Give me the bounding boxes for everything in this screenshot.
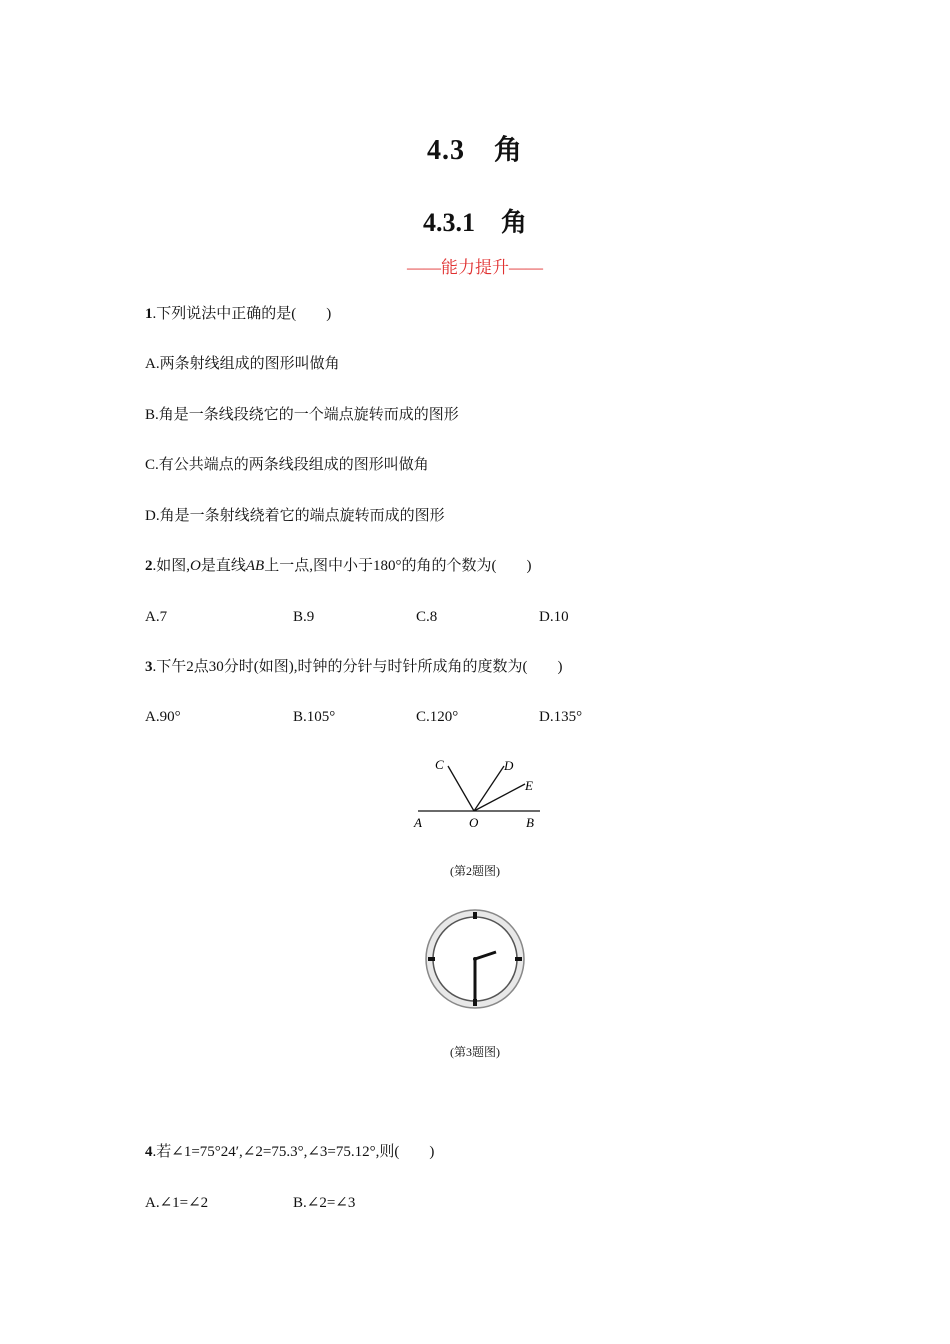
question-stem: .下列说法中正确的是( ) (152, 306, 332, 322)
option-2a: A.7 (145, 609, 168, 625)
question-stem: .若∠1=75°24′,∠2=75.3°,∠3=75.12°,则( ) (152, 1144, 435, 1160)
label-a: A (414, 815, 422, 830)
clock-center (473, 957, 477, 961)
question-number: 2 (145, 558, 153, 574)
option-3d: D.135° (539, 709, 583, 725)
option-2c: C.8 (416, 609, 438, 625)
label-b: B (526, 815, 534, 830)
question-number: 4 (145, 1144, 153, 1160)
ray-oc (448, 766, 474, 811)
option-2b: B.9 (293, 609, 315, 625)
question-stem-part: .如图, (152, 558, 191, 574)
option-3a: A.90° (145, 709, 181, 725)
clock-figure (423, 907, 527, 1011)
page-title: 4.3 角 (426, 135, 523, 166)
label-d: D (504, 758, 514, 773)
point-o-label: O (190, 558, 201, 574)
angle-figure (400, 748, 560, 838)
question-number: 1 (145, 306, 153, 322)
tick-6 (473, 999, 477, 1006)
question-stem: .下午2点30分时(如图),时钟的分针与时针所成角的度数为( ) (152, 659, 563, 675)
label-e: E (525, 778, 533, 793)
question-stem-part: 是直线 (200, 558, 246, 574)
option-3b: B.105° (293, 709, 336, 725)
question-4 (145, 1142, 434, 1162)
option-1c: C.有公共端点的两条线段组成的图形叫做角 (145, 457, 429, 473)
option-4a: A.∠1=∠2 (145, 1195, 209, 1211)
option-2d: D.10 (539, 609, 569, 625)
option-1d: D.角是一条射线绕着它的端点旋转而成的图形 (145, 508, 445, 524)
tick-9 (428, 957, 435, 961)
tick-3 (515, 957, 522, 961)
ray-od (474, 766, 504, 811)
option-4b: B.∠2=∠3 (293, 1195, 356, 1211)
option-1b: B.角是一条线段绕它的一个端点旋转而成的图形 (145, 407, 459, 423)
section-title: 4.3.1 角 (422, 208, 527, 237)
label-o: O (469, 815, 479, 830)
tick-12 (473, 912, 477, 919)
option-1a: A.两条射线组成的图形叫做角 (145, 356, 340, 372)
question-stem-part: 上一点,图中小于180°的角的个数为( ) (264, 558, 532, 574)
line-ab-label: AB (245, 558, 265, 574)
question-1 (145, 304, 331, 324)
option-3c: C.120° (416, 709, 459, 725)
section-label: ——能力提升—— (407, 258, 543, 277)
ray-oe (474, 784, 525, 811)
question-number: 3 (145, 659, 153, 675)
question-2 (145, 556, 531, 576)
figure-2-caption: (第2题图) (450, 864, 500, 878)
figure-3-caption: (第3题图) (450, 1045, 500, 1059)
label-c: C (435, 757, 444, 772)
question-3 (145, 657, 562, 677)
